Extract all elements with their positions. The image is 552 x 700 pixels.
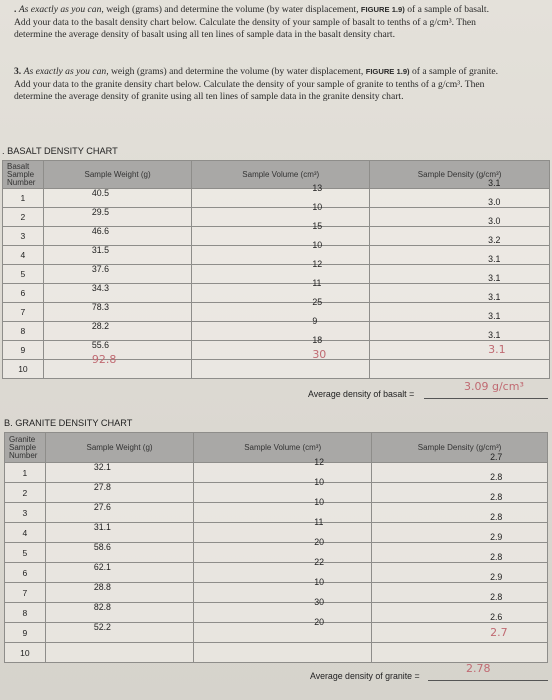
instruction-basalt [14,4,544,42]
sample-number-cell: 7 [3,303,44,322]
instruction-line1: weigh (grams) and determine the volume (by water displacement, [106,4,359,15]
header-label: Sample Volume (cm³) [244,443,322,452]
table-header-row [5,433,548,463]
sample-number-cell: 9 [5,623,46,643]
table-row [3,322,550,341]
sample-volume-value: 11 [314,517,324,527]
sample-density-cell [372,592,548,623]
granite-density-table [4,432,548,663]
sample-density-cell [370,235,550,265]
sample-volume-cell [192,348,370,379]
header-sample-density [370,161,550,189]
sample-weight-cell [43,353,191,379]
basalt-average-value: 3.09 g/cm³ [464,380,524,393]
sample-density-value: 2.7 [490,452,503,462]
header-label: Granite Sample Number [9,434,38,460]
sample-weight-cell [45,463,193,483]
sample-volume-cell [192,221,370,246]
sample-density-value: 3.1 [488,292,501,302]
header-sample-weight [43,161,191,189]
sample-volume-cell [194,617,372,643]
sample-weight-value: 29.5 [91,207,109,217]
sample-density-cell [370,292,550,322]
sample-weight-cell [45,583,193,603]
sample-weight-value: 34.3 [91,283,109,293]
table-row [3,284,550,303]
header-label: Sample Volume (cm³) [242,170,320,179]
sample-weight-cell [43,341,191,360]
sample-volume-value: 22 [314,557,325,567]
sample-number-cell: 7 [5,583,46,603]
sample-volume-value: 10 [312,240,323,250]
instruction-line2: Add your data to the granite density chart below. Calculate the density of your sample of granite to tenths of a g/cm³. Then [14,78,485,90]
sample-weight-cell [45,543,193,563]
sample-weight-value: 55.6 [91,340,109,350]
sample-volume-cell [194,457,372,483]
sample-volume-value: 11 [312,278,322,288]
sample-density-value: 2.8 [490,472,503,482]
sample-density-cell [372,572,548,603]
sample-weight-cell [43,265,191,284]
sample-weight-value: 28.2 [91,321,109,331]
sample-weight-cell [45,523,193,543]
table-row [3,360,550,379]
sample-density-cell [372,552,548,583]
table-row [5,483,548,503]
instruction-line1-end: of a sample of basalt. [407,4,489,15]
sample-number-cell: 4 [3,246,44,265]
header-label: Sample Density (g/cm³) [417,443,502,452]
sample-volume-value: 25 [312,297,323,307]
sample-volume-value: 10 [314,577,325,587]
sample-density-value: 2.8 [490,492,503,502]
sample-weight-value: 27.6 [93,502,111,512]
sample-volume-value: 9 [312,316,318,326]
sample-density-cell [372,612,548,643]
sample-density-cell [372,512,548,543]
sample-density-value: 3.1 [488,254,501,264]
sample-volume-cell [192,202,370,227]
header-label: Sample Weight (g) [84,170,151,179]
table-row [3,189,550,208]
instruction-line1: weigh (grams) and determine the volume (by water displacement, [111,66,364,77]
sample-weight-cell [45,623,193,643]
instruction-line3: determine the average density of basalt using all ten lines of sample data in the basalt density chart. [14,29,395,40]
header-label: Sample Density (g/cm³) [417,170,502,179]
sample-density-value: 2.9 [490,572,503,582]
granite-chart-title: B. GRANITE DENSITY CHART [4,418,133,428]
sample-number-cell: 3 [5,503,46,523]
sample-number-cell: 5 [5,543,46,563]
instruction-marker: . [14,4,17,15]
instruction-granite [14,66,544,104]
sample-number-cell: 6 [5,563,46,583]
instruction-line2: Add your data to the basalt density chart below. Calculate the density of your sample of basalt to tenths of a g/cm³. Then [14,16,476,28]
sample-volume-value: 12 [314,457,325,467]
header-sample-number [5,433,46,463]
sample-volume-value: 20 [314,537,325,547]
table-row [3,227,550,246]
header-label: Basalt Sample Number [7,161,36,187]
instruction-line3: determine the average density of granite using all ten lines of sample data in the granite density chart. [14,91,404,102]
sample-volume-cell [194,497,372,523]
sample-volume-cell [194,597,372,623]
header-sample-volume [194,433,372,463]
sample-weight-cell [43,322,191,341]
sample-density-value: 3.1 [488,311,501,321]
table-row [3,341,550,360]
sample-weight-value: 62.1 [93,562,111,572]
sample-weight-value: 31.5 [91,245,109,255]
sample-volume-cell [194,477,372,503]
sample-volume-value: 18 [312,335,323,345]
sample-density-value: 3.0 [488,197,501,207]
sample-density-cell [372,492,548,523]
sample-volume-cell [192,297,370,322]
sample-number-cell: 1 [3,189,44,208]
sample-weight-value: 46.6 [91,226,109,236]
sample-weight-cell [45,483,193,503]
sample-density-value: 2.8 [490,552,503,562]
sample-weight-value: 32.1 [93,462,111,472]
granite-average-label: Average density of granite = [310,671,420,681]
header-sample-volume [192,161,370,189]
sample-number-cell: 1 [5,463,46,483]
sample-volume-value: 10 [312,202,323,212]
sample-density-cell [370,343,550,379]
sample-density-value: 3.0 [488,216,501,226]
sample-number-cell: 10 [5,643,46,663]
sample-weight-cell [45,503,193,523]
sample-density-cell [372,626,548,663]
sample-volume-cell [192,316,370,341]
sample-density-cell [370,330,550,360]
table-row [3,265,550,284]
header-label: Sample Weight (g) [86,443,153,452]
sample-volume-value: 30 [312,348,327,361]
sample-volume-value: 10 [314,497,325,507]
sample-volume-value: 15 [312,221,323,231]
sample-density-value: 3.1 [488,178,501,188]
sample-density-cell [372,472,548,503]
sample-density-cell [370,197,550,227]
sample-weight-value: 27.8 [93,482,111,492]
basalt-chart-title: . BASALT DENSITY CHART [2,146,118,156]
sample-volume-cell [192,259,370,284]
table-row [5,543,548,563]
table-row [3,208,550,227]
sample-weight-value: 40.5 [91,188,109,198]
sample-weight-cell [43,189,191,208]
sample-volume-cell [194,643,372,663]
sample-density-value: 2.8 [490,592,503,602]
sample-volume-value: 10 [314,477,325,487]
table-row [5,563,548,583]
sample-density-cell [372,452,548,483]
table-row [5,503,548,523]
sample-density-cell [370,273,550,303]
sample-number-cell: 5 [3,265,44,284]
sample-number-cell: 2 [3,208,44,227]
instruction-lead: As exactly as you can, [23,66,109,77]
sample-weight-cell [45,563,193,583]
sample-number-cell: 3 [3,227,44,246]
sample-weight-cell [43,284,191,303]
sample-density-value: 2.7 [490,626,508,639]
sample-weight-value: 78.3 [91,302,109,312]
sample-number-cell: 9 [3,341,44,360]
sample-density-cell [370,311,550,341]
sample-number-cell: 6 [3,284,44,303]
basalt-average-label: Average density of basalt = [308,389,415,399]
sample-weight-value: 82.8 [93,602,111,612]
table-row [5,643,548,663]
sample-volume-value: 13 [312,183,323,193]
sample-number-cell: 4 [5,523,46,543]
sample-volume-cell [194,577,372,603]
header-sample-weight [45,433,193,463]
sample-weight-value: 52.2 [93,622,111,632]
sample-weight-cell [43,246,191,265]
sample-density-cell [372,532,548,563]
sample-volume-cell [192,278,370,303]
sample-volume-cell [192,240,370,265]
table-row [3,303,550,322]
sample-density-cell [370,216,550,246]
sample-weight-cell [45,643,193,663]
sample-volume-cell [194,517,372,543]
granite-average-value: 2.78 [466,662,491,675]
sample-weight-value: 28.8 [93,582,111,592]
sample-volume-cell [192,183,370,208]
sample-weight-value: 37.6 [91,264,109,274]
sample-weight-cell [43,227,191,246]
sample-density-cell [370,254,550,284]
sample-volume-value: 12 [312,259,323,269]
sample-weight-cell [45,603,193,623]
sample-density-value: 3.1 [488,343,506,356]
table-row [5,523,548,543]
table-row [5,583,548,603]
figure-ref: FIGURE 1.9) [360,5,405,14]
sample-number-cell: 2 [5,483,46,503]
sample-volume-value: 20 [314,617,325,627]
table-row [5,623,548,643]
sample-density-value: 2.6 [490,612,503,622]
sample-weight-cell [43,303,191,322]
sample-volume-cell [194,537,372,563]
sample-volume-value: 30 [314,597,325,607]
granite-average-line [428,680,548,681]
figure-ref: FIGURE 1.9) [365,67,410,76]
sample-weight-value: 31.1 [93,522,111,532]
header-sample-density [372,433,548,463]
sample-number-cell: 8 [5,603,46,623]
sample-weight-cell [43,208,191,227]
table-header-row [3,161,550,189]
sample-density-value: 3.1 [488,273,501,283]
sample-density-cell [370,178,550,208]
table-row [5,603,548,623]
instruction-lead: As exactly as you can, [18,4,104,15]
header-sample-number [3,161,44,189]
table-row [5,463,548,483]
sample-density-value: 3.2 [488,235,501,245]
basalt-density-table [2,160,550,379]
sample-number-cell: 8 [3,322,44,341]
table-row [3,246,550,265]
sample-density-value: 3.1 [488,330,501,340]
sample-volume-cell [192,335,370,360]
sample-density-value: 2.8 [490,512,503,522]
sample-weight-value: 58.6 [93,542,111,552]
instruction-line1-end: of a sample of granite. [411,66,499,77]
sample-density-value: 2.9 [490,532,503,542]
basalt-average-line [424,398,548,399]
sample-weight-value: 92.8 [91,353,117,366]
sample-number-cell: 10 [3,360,44,379]
sample-volume-cell [194,557,372,583]
instruction-marker: 3. [14,66,22,77]
